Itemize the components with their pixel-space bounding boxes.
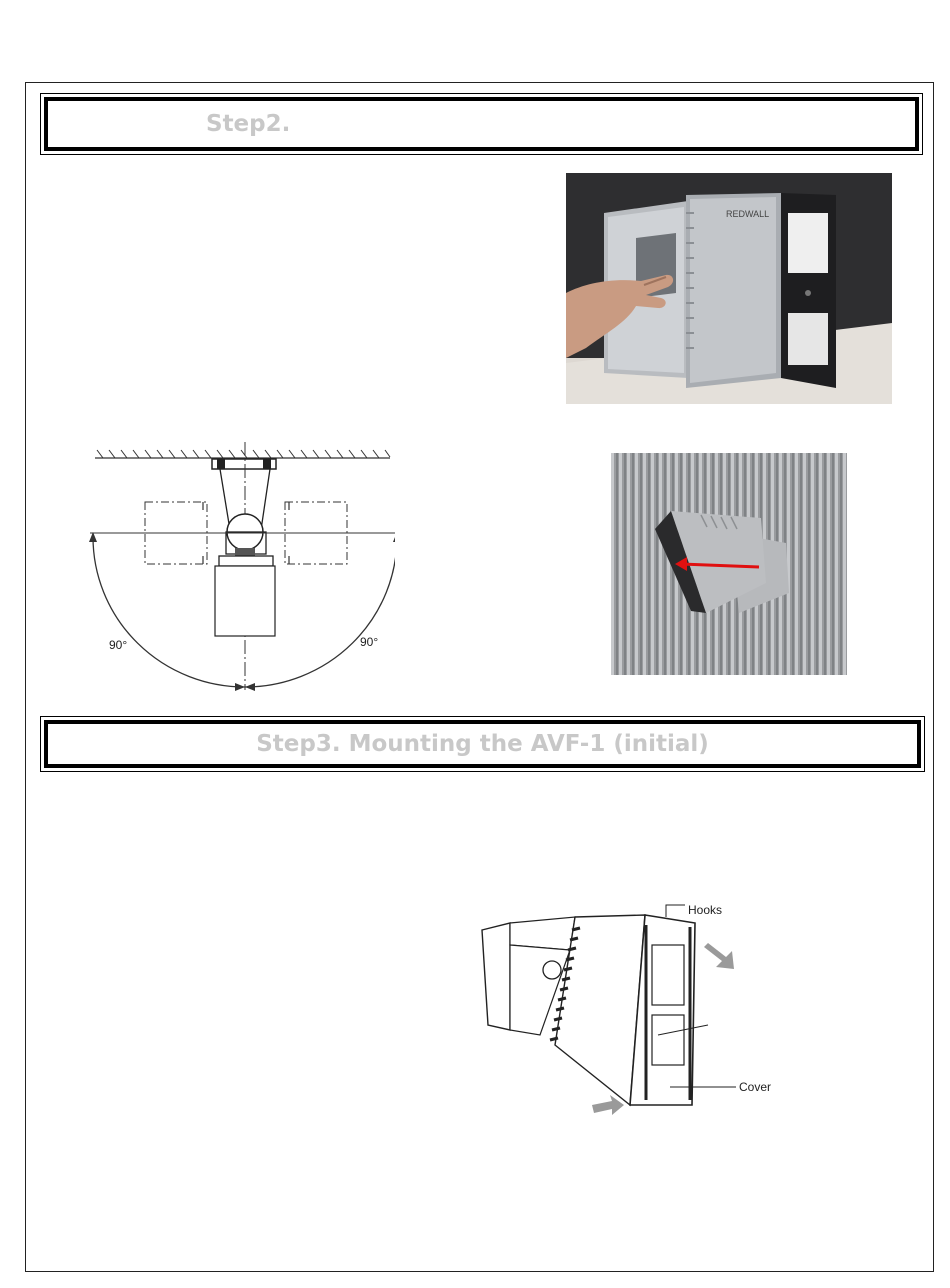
step3-title: Step3. Mounting the AVF-1 (initial) [256,731,709,757]
angle-right-label: 90° [360,635,379,649]
diagram-cover-removal [480,895,910,1125]
angle-left-label: 90° [109,638,128,652]
cover-label: Cover [739,1080,772,1094]
step2-header-inner-border [44,97,919,151]
brand-label: REDWALL [726,209,770,219]
photo-sensor-mounting [566,173,892,404]
step2-title: Step2. [206,111,291,137]
photo-sensor-rotation [611,453,847,675]
step2-header [40,93,923,155]
step3-header [40,716,925,772]
hooks-label: Hooks [688,903,723,917]
diagram-rotation-topview [85,440,395,692]
